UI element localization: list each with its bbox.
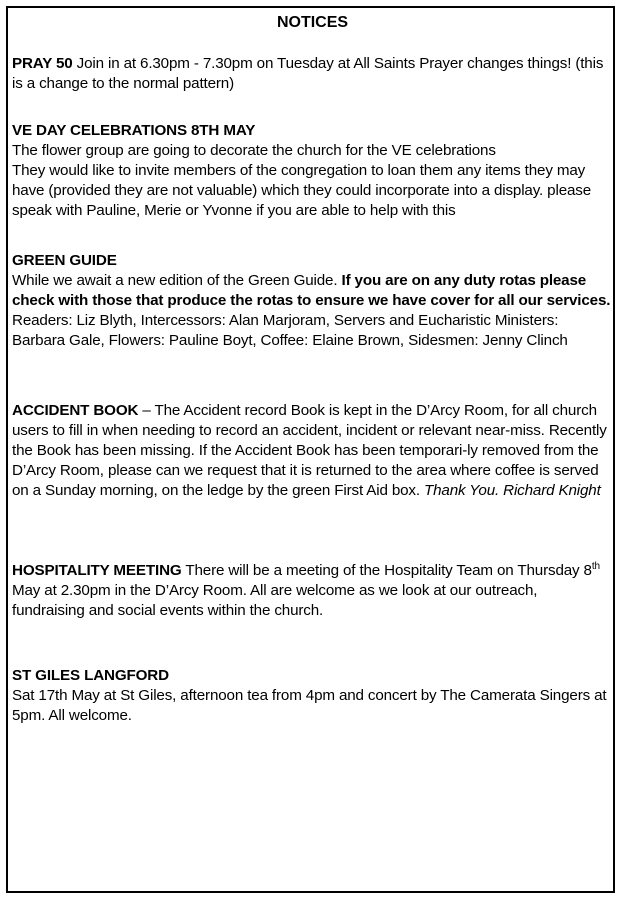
green-guide-bold-text: If you are on any duty rotas please check with those that produce the rotas to ensure we have cover for all our services. [12, 272, 611, 309]
green-guide-notice [12, 251, 612, 351]
ve-day-line1: The flower group are going to decorate the church for the VE celebrations [12, 142, 496, 159]
hospitality-text-before: There will be a meeting of the Hospitality Team on Thursday 8 [181, 562, 592, 579]
ve-day-notice [12, 121, 612, 221]
accident-book-text: – The Accident record Book is kept in the D’Arcy Room, for all church users to fill in when needing to record an accident, incident or relevant near-miss. Recently the Book has been missing. If the Accident Book has been temporari-ly removed from the D’Arcy Room, please can we request that it is returned to the area where coffee is served on a Sunday morning, on the ledge by the green First Aid box. [12, 402, 607, 499]
st-giles-text: Sat 17th May at St Giles, afternoon tea from 4pm and concert by The Camerata Singers at 5pm. All welcome. [12, 687, 607, 724]
green-guide-text: While we await a new edition of the Green Guide. [12, 272, 342, 289]
pray50-heading: PRAY 50 [12, 55, 73, 72]
pray50-notice [12, 54, 612, 94]
page-title: NOTICES [276, 14, 349, 31]
hospitality-text-after: May at 2.30pm in the D’Arcy Room. All are welcome as we look at our outreach, fundraising and social events within the church. [12, 582, 538, 619]
accident-book-heading: ACCIDENT BOOK [12, 402, 139, 419]
hospitality-heading: HOSPITALITY MEETING [12, 562, 182, 579]
ve-day-heading: VE DAY CELEBRATIONS 8TH MAY [12, 122, 256, 139]
green-guide-heading: GREEN GUIDE [12, 252, 117, 269]
green-guide-contacts: Readers: Liz Blyth, Intercessors: Alan Marjoram, Servers and Eucharistic Ministers: Barbara Gale, Flowers: Pauline Boyt, Coffee: Elaine Brown, Sidesmen: Jenny Clinch [12, 312, 568, 349]
st-giles-heading: ST GILES LANGFORD [12, 667, 169, 684]
ve-day-line2: They would like to invite members of the congregation to loan them any items they may have (provided they are not valuable) which they could incorporate into a display. please speak with Pauline, Merie or Yvonne if you are able to help with this [12, 162, 592, 219]
hospitality-superscript: th [591, 560, 600, 572]
pray50-text: Join in at 6.30pm - 7.30pm on Tuesday at All Saints Prayer changes things! (this is a change to the normal pattern) [12, 55, 604, 92]
st-giles-notice [12, 666, 612, 726]
accident-book-notice [12, 401, 612, 501]
hospitality-notice [12, 561, 612, 621]
accident-book-signoff: Thank You. Richard Knight [424, 482, 601, 499]
